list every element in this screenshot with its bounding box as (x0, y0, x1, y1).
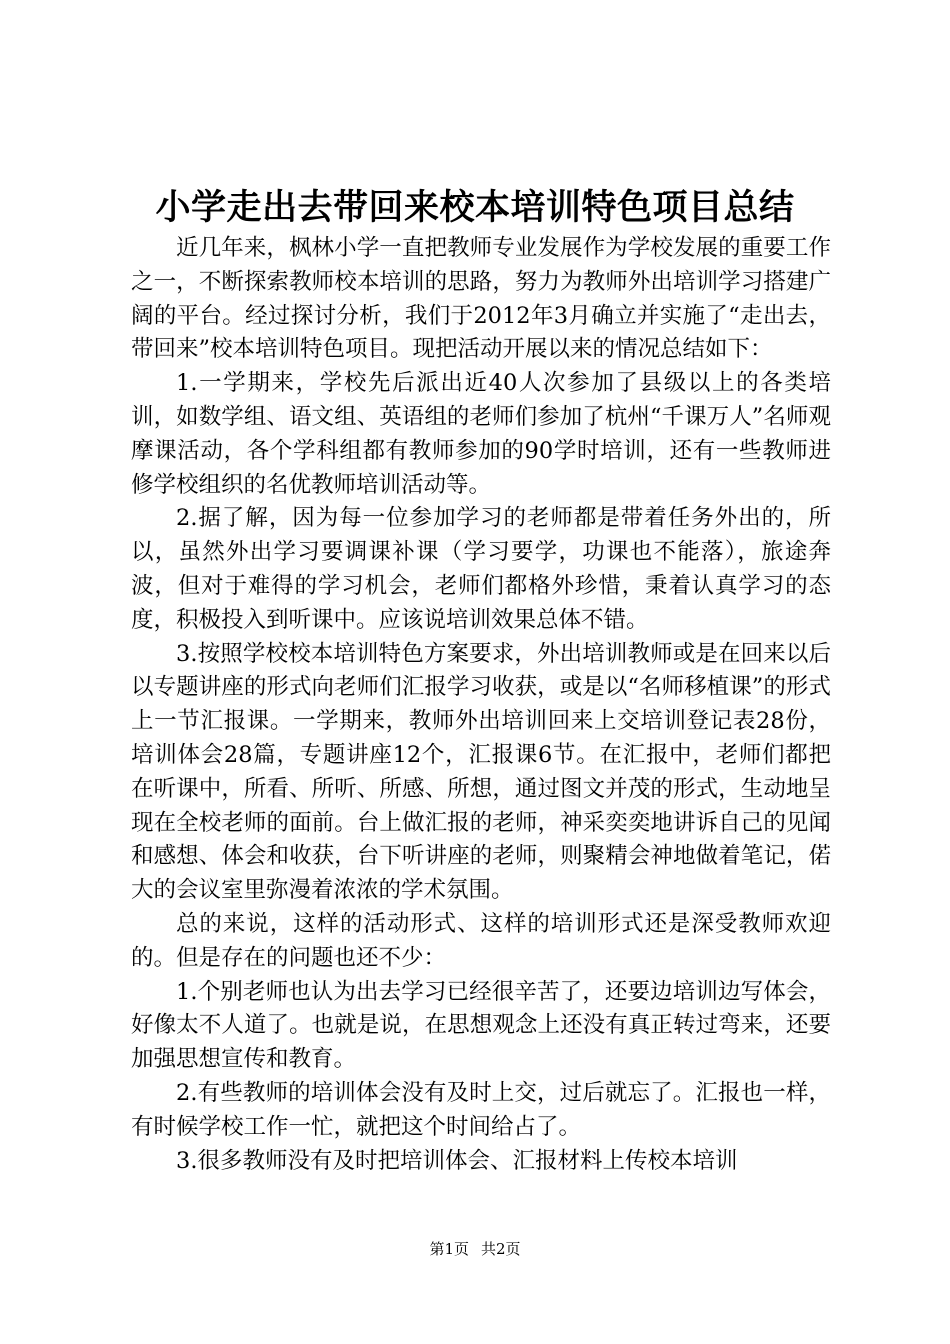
paragraph-item-2: 2.据了解，因为每一位参加学习的老师都是带着任务外出的，所以，虽然外出学习要调课补课（学习要学，功课也不能落），旅途奔波，但对于难得的学习机会，老师们都格外珍惜，秉着认真学习的态度，积极投入到听课中。应该说培训效果总体不错。 (131, 505, 831, 633)
paragraph-intro: 近几年来，枫林小学一直把教师专业发展作为学校发展的重要工作之一，不断探索教师校本培训的思路，努力为教师外出培训学习搭建广阔的平台。经过探讨分析，我们于2012年3月确立并实施了“走出去，带回来”校本培训特色项目。现把活动开展以来的情况总结如下： (131, 235, 831, 363)
paragraph-item-3: 3.按照学校校本培训特色方案要求，外出培训教师或是在回来以后以专题讲座的形式向老师们汇报学习收获，或是以“名师移植课”的形式上一节汇报课。一学期来，教师外出培训回来上交培训登记表28份，培训体会28篇，专题讲座12个，汇报课6节。在汇报中，老师们都把在听课中，所看、所听、所感、所想，通过图文并茂的形式，生动地呈现在全校老师的面前。台上做汇报的老师，神采奕奕地讲诉自己的见闻和感想、体会和收获，台下听讲座的老师，则聚精会神地做着笔记，偌大的会议室里弥漫着浓浓的学术氛围。 (131, 640, 831, 904)
page-total: 共2页 (481, 1240, 521, 1258)
document-title: 小学走出去带回来校本培训特色项目总结 (155, 188, 795, 228)
document-body (131, 232, 831, 1178)
paragraph-problem-3: 3.很多教师没有及时把培训体会、汇报材料上传校本培训 (176, 1147, 738, 1174)
paragraph-problem-1: 1.个别老师也认为出去学习已经很辛苦了，还要边培训边写体会，好像太不人道了。也就是说，在思想观念上还没有真正转过弯来，还要加强思想宣传和教育。 (131, 978, 831, 1073)
paragraph-item-1: 1.一学期来，学校先后派出近40人次参加了县级以上的各类培训，如数学组、语文组、英语组的老师们参加了杭州“千课万人”名师观摩课活动，各个学科组都有教师参加的90学时培训，还有一些教师进修学校组织的名优教师培训活动等。 (131, 370, 831, 498)
paragraph-summary: 总的来说，这样的活动形式、这样的培训形式还是深受教师欢迎的。但是存在的问题也还不少： (131, 910, 831, 971)
page-footer (0, 1238, 950, 1260)
page-number: 第1页 (429, 1240, 469, 1258)
paragraph-problem-2: 2.有些教师的培训体会没有及时上交，过后就忘了。汇报也一样，有时候学校工作一忙，就把这个时间给占了。 (131, 1079, 831, 1140)
